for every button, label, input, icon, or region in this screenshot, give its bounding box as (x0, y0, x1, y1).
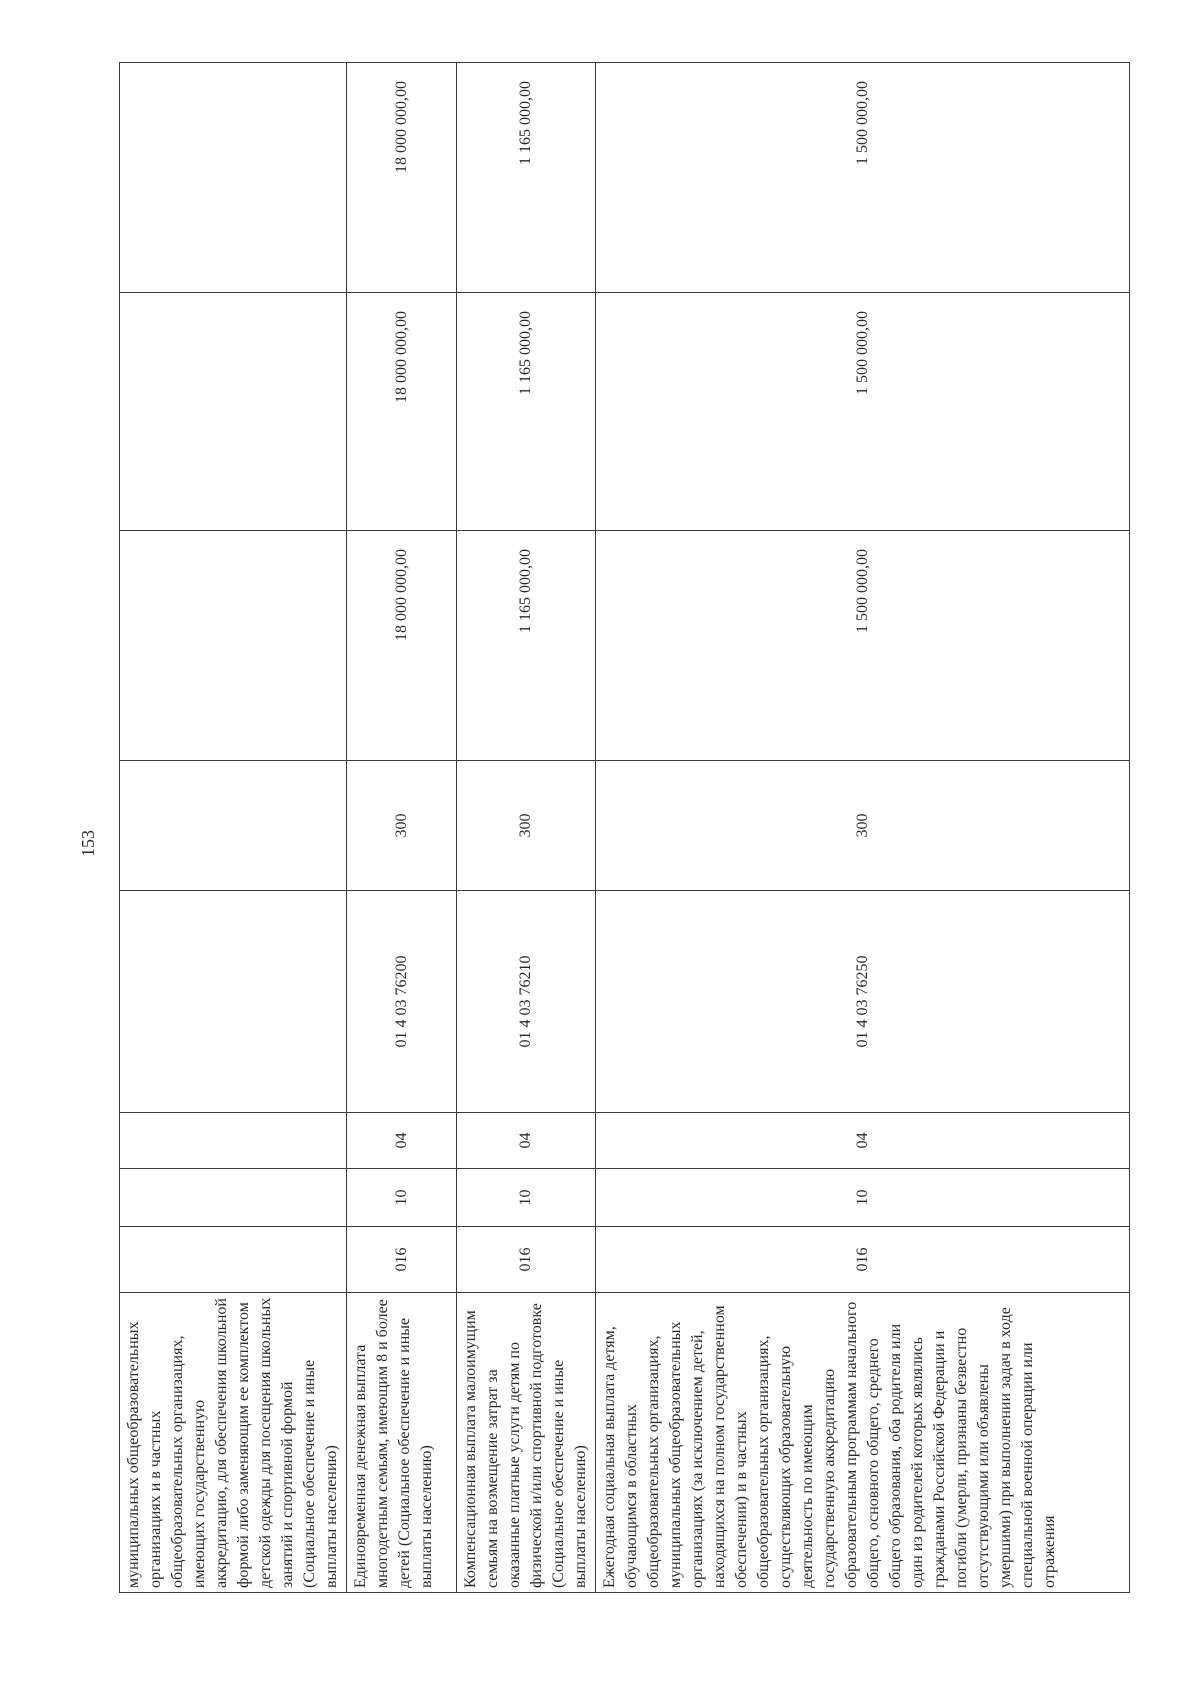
table-row (457, 63, 596, 1593)
cell-amount-2 (120, 293, 347, 531)
page-number (70, 826, 106, 860)
cell-amount-2: 18 000 000,00 (347, 293, 457, 531)
cell-amount-3: 1 500 000,00 (596, 63, 1130, 293)
cell-expense-type: 300 (596, 761, 1130, 891)
cell-subsection: 04 (347, 1113, 457, 1169)
cell-amount-3: 1 165 000,00 (457, 63, 596, 293)
cell-subsection (120, 1113, 347, 1169)
cell-description: муниципальных общеобразовательных организациях и в частных общеобразовательных организациях, имеющих государственную аккредитацию, для обеспечения школьной формой либо заменяющим ее комплектом детской одежды для посещения школьных занятий и спортивной формой (Социальное обеспечение и иные выплаты населению) (120, 1293, 347, 1593)
cell-expense-type: 300 (347, 761, 457, 891)
cell-expense-type (120, 761, 347, 891)
cell-ministry (120, 1227, 347, 1293)
cell-description: Ежегодная социальная выплата детям, обучающимся в областных общеобразовательных организациях, муниципальных общеобразовательных организациях (за исключением детей, находящихся на полном государственном обеспечении) и в частных общеобразовательных организациях, осуществляющих образовательную деятельность по имеющим государственную аккредитацию образовательным программам начального общего, основного общего, среднего общего образования, оба родителя или один из родителей которых являлись гражданами Российской Федерации и погибли (умерли, признаны безвестно отсутствующими или объявлены умершими) при выполнении задач в ходе специальной военной операции или отражения (596, 1293, 1130, 1593)
table-row (120, 63, 347, 1593)
cell-amount-1: 1 165 000,00 (457, 531, 596, 761)
cell-ministry: 016 (596, 1227, 1130, 1293)
cell-target-article: 01 4 03 76210 (457, 891, 596, 1113)
cell-description: Компенсационная выплата малоимущим семьям на возмещение затрат за оказанные платные услуги детям по физической и/или спортивной подготовке (Социальное обеспечение и иные выплаты населению) (457, 1293, 596, 1593)
cell-section: 10 (457, 1169, 596, 1227)
cell-description: Единовременная денежная выплата многодетным семьям, имеющим 8 и более детей (Социальное обеспечение и иные выплаты населению) (347, 1293, 457, 1593)
cell-subsection: 04 (457, 1113, 596, 1169)
cell-target-article (120, 891, 347, 1113)
cell-amount-1: 1 500 000,00 (596, 531, 1130, 761)
cell-amount-3 (120, 63, 347, 293)
cell-amount-2: 1 165 000,00 (457, 293, 596, 531)
cell-section: 10 (347, 1169, 457, 1227)
table-row (596, 63, 1130, 1593)
page-number-text: 153 (77, 829, 98, 857)
cell-target-article: 01 4 03 76250 (596, 891, 1130, 1113)
cell-amount-2: 1 500 000,00 (596, 293, 1130, 531)
cell-ministry: 016 (457, 1227, 596, 1293)
cell-amount-1 (120, 531, 347, 761)
cell-section: 10 (596, 1169, 1130, 1227)
cell-target-article: 01 4 03 76200 (347, 891, 457, 1113)
cell-section (120, 1169, 347, 1227)
table-row (347, 63, 457, 1593)
cell-expense-type: 300 (457, 761, 596, 891)
budget-table (119, 62, 1130, 1593)
cell-subsection: 04 (596, 1113, 1130, 1169)
cell-amount-3: 18 000 000,00 (347, 63, 457, 293)
cell-amount-1: 18 000 000,00 (347, 531, 457, 761)
budget-table-container (119, 63, 1101, 1593)
cell-ministry: 016 (347, 1227, 457, 1293)
